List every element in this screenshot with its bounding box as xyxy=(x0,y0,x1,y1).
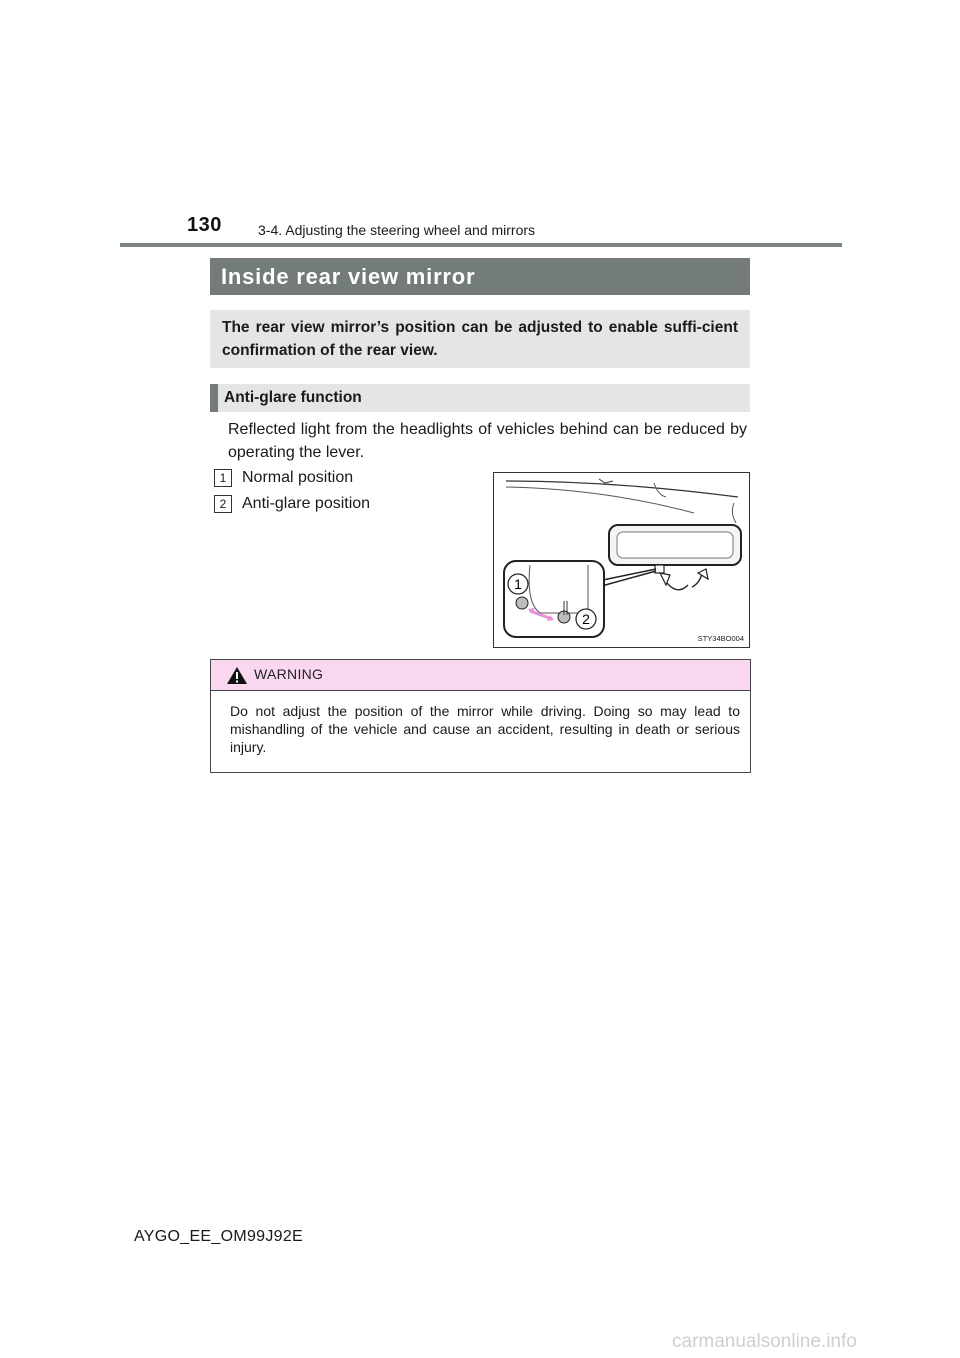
subsection-title: Anti-glare function xyxy=(210,384,750,412)
section-title: Inside rear view mirror xyxy=(210,258,750,295)
warning-text: Do not adjust the position of the mirror while driving. Doing so may lead to mishandling of the vehicle and cause an accident, resulting in death or serious injury. xyxy=(230,703,740,755)
item-number-badge: 1 xyxy=(214,469,232,487)
mirror-illustration xyxy=(493,472,750,648)
list-item xyxy=(214,469,353,487)
item-number-badge: 2 xyxy=(214,495,232,513)
callout-2: 2 xyxy=(582,611,590,627)
intro-text: The rear view mirror’s position can be adjusted to enable suffi-cient confirmation of the rear view. xyxy=(210,310,750,368)
list-item xyxy=(214,495,370,513)
document-code: AYGO_EE_OM99J92E xyxy=(134,1228,304,1245)
warning-icon xyxy=(226,666,248,685)
figure-code: STY34BO004 xyxy=(697,634,744,643)
callout-1: 1 xyxy=(514,576,522,592)
warning-label: WARNING xyxy=(254,666,324,682)
page-number: 130 xyxy=(187,214,222,236)
item-label: Normal position xyxy=(242,469,354,486)
header-rule xyxy=(120,243,842,247)
warning-header xyxy=(211,660,750,691)
watermark: carmanualsonline.info xyxy=(672,1331,857,1352)
running-head: 3-4. Adjusting the steering wheel and mirrors xyxy=(258,222,536,238)
item-label: Anti-glare position xyxy=(242,495,371,512)
mirror-drawing xyxy=(494,473,749,647)
warning-box xyxy=(210,659,751,773)
body-text: Reflected light from the headlights of vehicles behind can be reduced by operating the lever. xyxy=(228,421,747,461)
